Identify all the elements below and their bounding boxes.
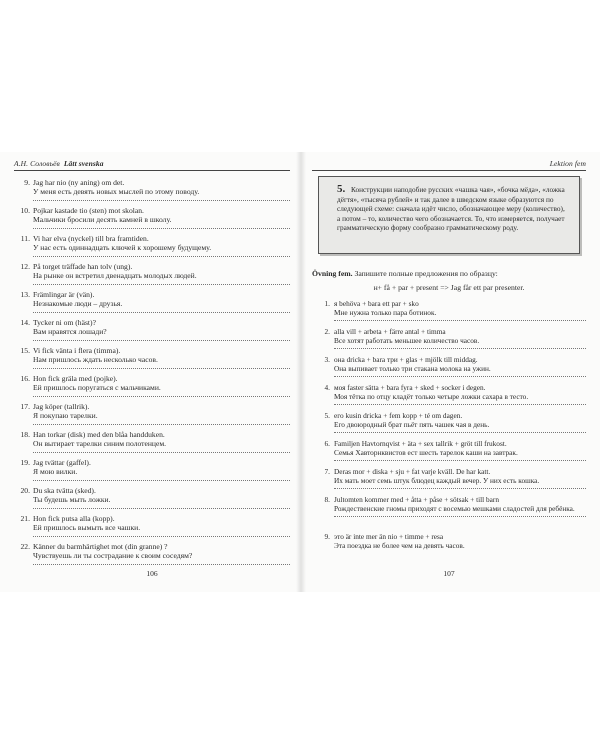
exercise-item (312, 495, 586, 517)
answer-line (33, 256, 290, 257)
exercise-number: 5. (324, 411, 330, 420)
answer-line (334, 348, 586, 349)
exercise-number: 22. (20, 542, 30, 551)
answer-line (334, 404, 586, 405)
exercise-item (14, 374, 290, 397)
exercise-russian: Я покупаю тарелки. (33, 411, 98, 421)
exercise-russian: Рождественские гномы приходят с восемью мешками сладостей для ребёнка. (334, 504, 575, 514)
exercise-swedish: Främlingar är (vän). (33, 290, 95, 299)
exercise-russian: Я мою вилки. (33, 467, 78, 477)
exercise-number: 3. (324, 355, 330, 364)
exercise-swedish: Vi har elva (nyckel) till bra framtiden. (33, 234, 149, 243)
exercise-number: 18. (20, 430, 30, 439)
exercise-russian: Ей пришлось поругаться с мальчиками. (33, 383, 161, 393)
task-instruction: Запишите полные предложения по образцу: (354, 269, 498, 278)
exercise-item (312, 355, 586, 377)
exercise-item (14, 430, 290, 453)
left-page (14, 152, 290, 592)
answer-line (334, 320, 586, 321)
exercise-russian: Мне нужна только пара ботинок. (334, 308, 437, 318)
exercise-number: 13. (20, 290, 30, 299)
answer-line (33, 228, 290, 229)
exercise-item (14, 402, 290, 425)
exercise-swedish: Jag köper (tallrik). (33, 402, 90, 411)
exercise-swedish: моя faster sätta + bara fyra + sked + socker i degen. (334, 383, 486, 392)
exercise-russian: Он вытирает тарелки синим полотенцем. (33, 439, 167, 449)
exercise-swedish: Tycker ni om (häst)? (33, 318, 96, 327)
exercise-russian: Вам нравятся лошади? (33, 327, 107, 337)
page-number: 106 (146, 569, 158, 578)
answer-line (334, 460, 586, 461)
book-spread (0, 152, 600, 592)
exercise-swedish: Pojkar kastade tio (sten) mot skolan. (33, 206, 144, 215)
exercise-russian: Эта поездка не более чем на девять часов. (334, 541, 465, 551)
exercise-task (312, 269, 586, 279)
exercise-number: 19. (20, 458, 30, 467)
exercise-number: 2. (324, 327, 330, 336)
exercise-number: 20. (20, 486, 30, 495)
exercise-russian: Она выпивает только три стакана молока на ужин. (334, 364, 491, 374)
exercise-number: 6. (324, 439, 330, 448)
answer-line (33, 452, 290, 453)
exercise-swedish: Jag tvättar (gaffel). (33, 458, 91, 467)
answer-line (33, 564, 290, 565)
page-number: 107 (443, 569, 455, 578)
exercise-swedish: Familjen Havtornqvist + äta + sex tallrik + gröt till frukost. (334, 439, 507, 448)
exercise-number: 8. (324, 495, 330, 504)
exercise-swedish: alla vill + arbeta + färre antal + timma (334, 327, 446, 336)
exercise-number: 11. (20, 234, 30, 243)
exercise-number: 15. (20, 346, 30, 355)
header-rule (312, 170, 586, 171)
exercise-item (312, 532, 586, 550)
exercise-russian: Ей пришлось вымыть все чашки. (33, 523, 141, 533)
exercise-russian: Моя тётка по отцу кладёт только четыре ложки сахара в тесто. (334, 392, 529, 402)
running-head-author: А.Н. Соловьёв (14, 159, 60, 168)
exercise-item (312, 439, 586, 461)
answer-line (33, 312, 290, 313)
exercise-russian: Семья Хавторнквистов ест шесть тарелок каши на завтрак. (334, 448, 518, 458)
exercise-item (14, 206, 290, 229)
exercise-item (14, 318, 290, 341)
exercise-item (14, 458, 290, 481)
running-head-lesson: Lektion fem (549, 159, 586, 168)
grammar-note-text: Конструкции наподобие русских «чашка чая», «бочка мёда», «ложка дёгтя», «тысяча рублей» и так далее в шведском языке образуются по следующей схеме: сначала идёт число, обозначающее меру (количество), а потом – то, количество чего обозначается. То, что измеряется, получает грамматическую форму сообразно грамматическому роду. (337, 185, 565, 233)
exercise-russian: Его двоюродный брат пьёт пять чашек чая в день. (334, 420, 490, 430)
grammar-note-box (318, 176, 580, 254)
task-title: Övning fem. (312, 269, 353, 278)
exercise-item (14, 234, 290, 257)
left-running-head (14, 158, 290, 170)
exercise-russian: Нам пришлось ждать несколько часов. (33, 355, 158, 365)
exercise-swedish: Vi fick vänta i flera (timma). (33, 346, 121, 355)
exercise-swedish: Deras mor + diska + sju + fat varje kväll. De har katt. (334, 467, 491, 476)
exercise-item (14, 290, 290, 313)
answer-line (334, 376, 586, 377)
exercise-number: 9. (324, 532, 330, 541)
exercise-number: 10. (20, 206, 30, 215)
exercise-item (312, 383, 586, 405)
answer-line (33, 200, 290, 201)
exercise-swedish: Känner du barmhärtighet mot (din granne) ? (33, 542, 168, 551)
exercise-swedish: På torget träffade han tolv (ung). (33, 262, 133, 271)
exercise-number: 4. (324, 383, 330, 392)
exercise-item (312, 467, 586, 489)
exercise-russian: У нас есть одиннадцать ключей к хорошему будущему. (33, 243, 212, 253)
exercise-russian: У меня есть девять новых мыслей по этому поводу. (33, 187, 200, 197)
exercise-number: 12. (20, 262, 30, 271)
exercise-swedish: Du ska tvätta (sked). (33, 486, 96, 495)
exercise-item (312, 299, 586, 321)
answer-line (33, 536, 290, 537)
example-formula: н+ få + par + present => Jag får ett par presenter. (373, 283, 525, 292)
exercise-number: 9. (24, 178, 30, 187)
right-page (312, 152, 586, 592)
answer-line (33, 424, 290, 425)
exercise-swedish: она dricka + bara три + glas + mjölk till middag. (334, 355, 478, 364)
running-head-book: Lätt svenska (63, 159, 104, 168)
exercise-swedish: я behöva + bara ett par + sko (334, 299, 419, 308)
exercise-item (14, 178, 290, 201)
answer-line (33, 368, 290, 369)
exercise-number: 1. (324, 299, 330, 308)
exercise-number: 21. (20, 514, 30, 523)
answer-line (334, 432, 586, 433)
exercise-russian: Ты будешь мыть ложки. (33, 495, 111, 505)
answer-line (33, 508, 290, 509)
exercise-item (14, 262, 290, 285)
exercise-swedish: его kusin dricka + fem kopp + té om dagen. (334, 411, 463, 420)
exercise-russian: На рынке он встретил двенадцать молодых людей. (33, 271, 197, 281)
answer-line (33, 284, 290, 285)
exercise-number: 16. (20, 374, 30, 383)
exercise-number: 7. (324, 467, 330, 476)
exercise-swedish: это är inte mer än nio + timme + resa (334, 532, 444, 541)
exercise-number: 14. (20, 318, 30, 327)
exercise-item (14, 514, 290, 537)
exercise-russian: Все хотят работать меньшее количество часов. (334, 336, 480, 346)
right-running-head (312, 158, 586, 170)
exercise-russian: Незнакомые люди – друзья. (33, 299, 123, 309)
exercise-swedish: Jultomten kommer med + åtta + påse + sötsak + till barn (334, 495, 500, 504)
exercise-swedish: Han torkar (disk) med den blåa handduken. (33, 430, 165, 439)
exercise-russian: Чувствуешь ли ты сострадание к своим соседям? (33, 551, 193, 561)
exercise-swedish: Hon fick putsa alla (kopp). (33, 514, 115, 523)
header-rule (14, 170, 290, 171)
exercise-item (14, 346, 290, 369)
exercise-number: 17. (20, 402, 30, 411)
answer-line (33, 396, 290, 397)
exercise-item (14, 486, 290, 509)
exercise-russian: Мальчики бросили десять камней в школу. (33, 215, 172, 225)
answer-line (334, 516, 586, 517)
answer-line (33, 480, 290, 481)
book-gutter (296, 152, 306, 592)
exercise-item (14, 542, 290, 565)
exercise-swedish: Hon fick gräla med (pojke). (33, 374, 118, 383)
answer-line (33, 340, 290, 341)
exercise-swedish: Jag har nio (ny aning) om det. (33, 178, 125, 187)
exercise-russian: Их мать моет семь штук блюдец каждый вечер. У них есть кошка. (334, 476, 540, 486)
exercise-item (312, 327, 586, 349)
answer-line (334, 488, 586, 489)
exercise-item (312, 411, 586, 433)
grammar-note-number: 5. (337, 183, 346, 195)
